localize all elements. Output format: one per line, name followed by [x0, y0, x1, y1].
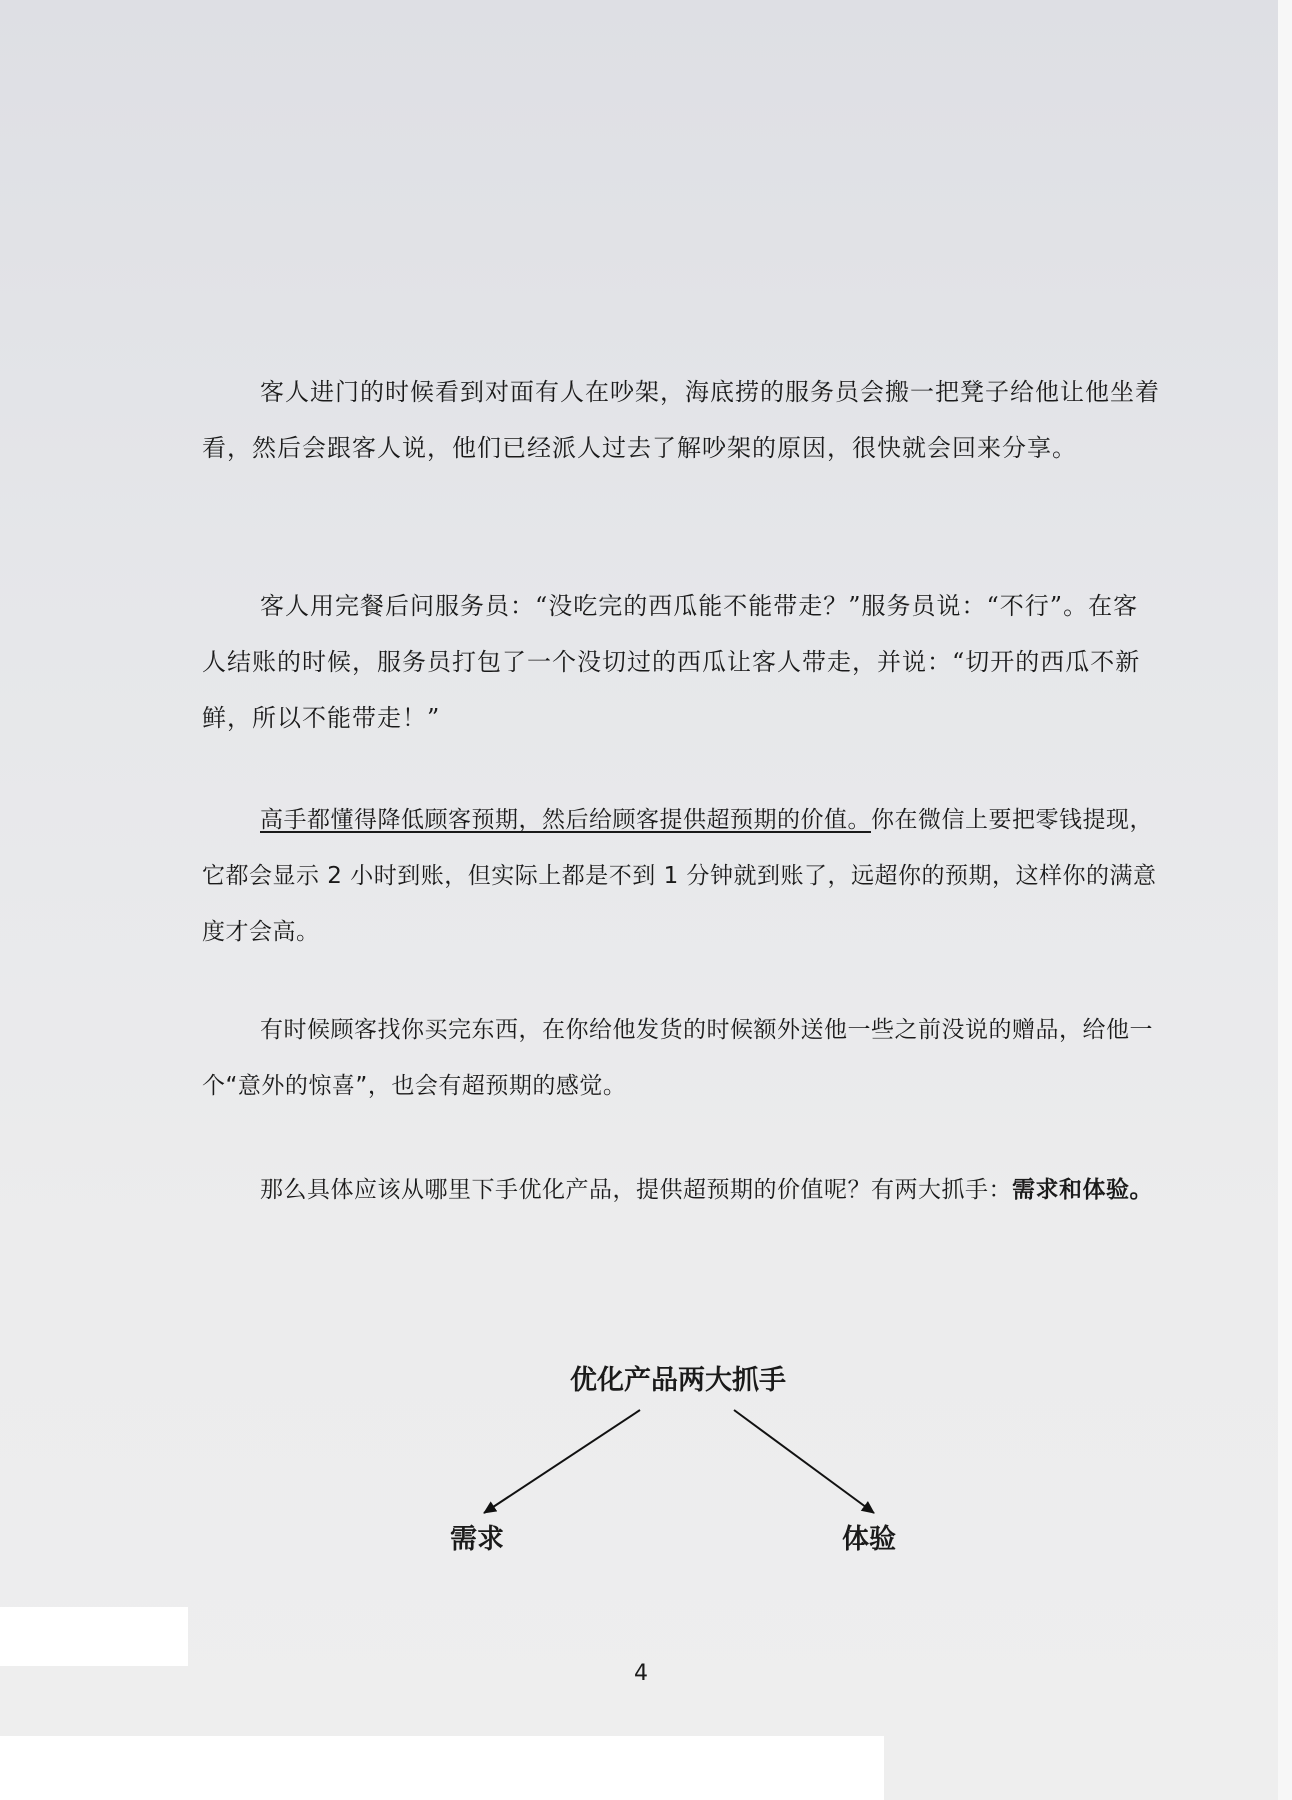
- white-cover-bottom: [0, 1736, 884, 1800]
- diagram-node-need: 需求: [450, 1524, 504, 1555]
- paragraph-two-levers-text: 那么具体应该从哪里下手优化产品，提供超预期的价值呢？有两大抓手：: [260, 1177, 1012, 1203]
- diagram-node-experience: 体验: [842, 1524, 896, 1555]
- white-cover-left: [0, 1607, 188, 1666]
- underlined-key-sentence: 高手都懂得降低顾客预期，然后给顾客提供超预期的价值。: [260, 807, 871, 833]
- bold-conclusion: 需求和体验。: [1012, 1177, 1153, 1203]
- page-edge: [1278, 0, 1292, 1800]
- paragraph-expectations-rest: 你在微信上要把零钱提现，它都会显示 2 小时到账，但实际上都是不到 1 分钟就到账了，远超你的预期，这样你的满意度才会高。: [202, 807, 1157, 945]
- paragraph-expectations: [202, 792, 1160, 960]
- paragraph-surprise-gift: 有时候顾客找你买完东西，在你给他发货的时候额外送他一些之前没说的赠品，给他一个“意外的惊喜”，也会有超预期的感觉。: [202, 1017, 1153, 1099]
- page-number: 4: [634, 1661, 648, 1686]
- diagram-title: 优化产品两大抓手: [570, 1365, 786, 1396]
- paragraph-haidilao-argument: 客人进门的时候看到对面有人在吵架，海底捞的服务员会搬一把凳子给他让他坐着看，然后会跟客人说，他们已经派人过去了解吵架的原因，很快就会回来分享。: [202, 378, 1160, 462]
- paragraph-two-levers: [202, 1162, 1160, 1218]
- paragraph-watermelon: 客人用完餐后问服务员：“没吃完的西瓜能不能带走？”服务员说：“不行”。在客人结账的时候，服务员打包了一个没切过的西瓜让客人带走，并说：“切开的西瓜不新鲜，所以不能带走！”: [202, 592, 1141, 732]
